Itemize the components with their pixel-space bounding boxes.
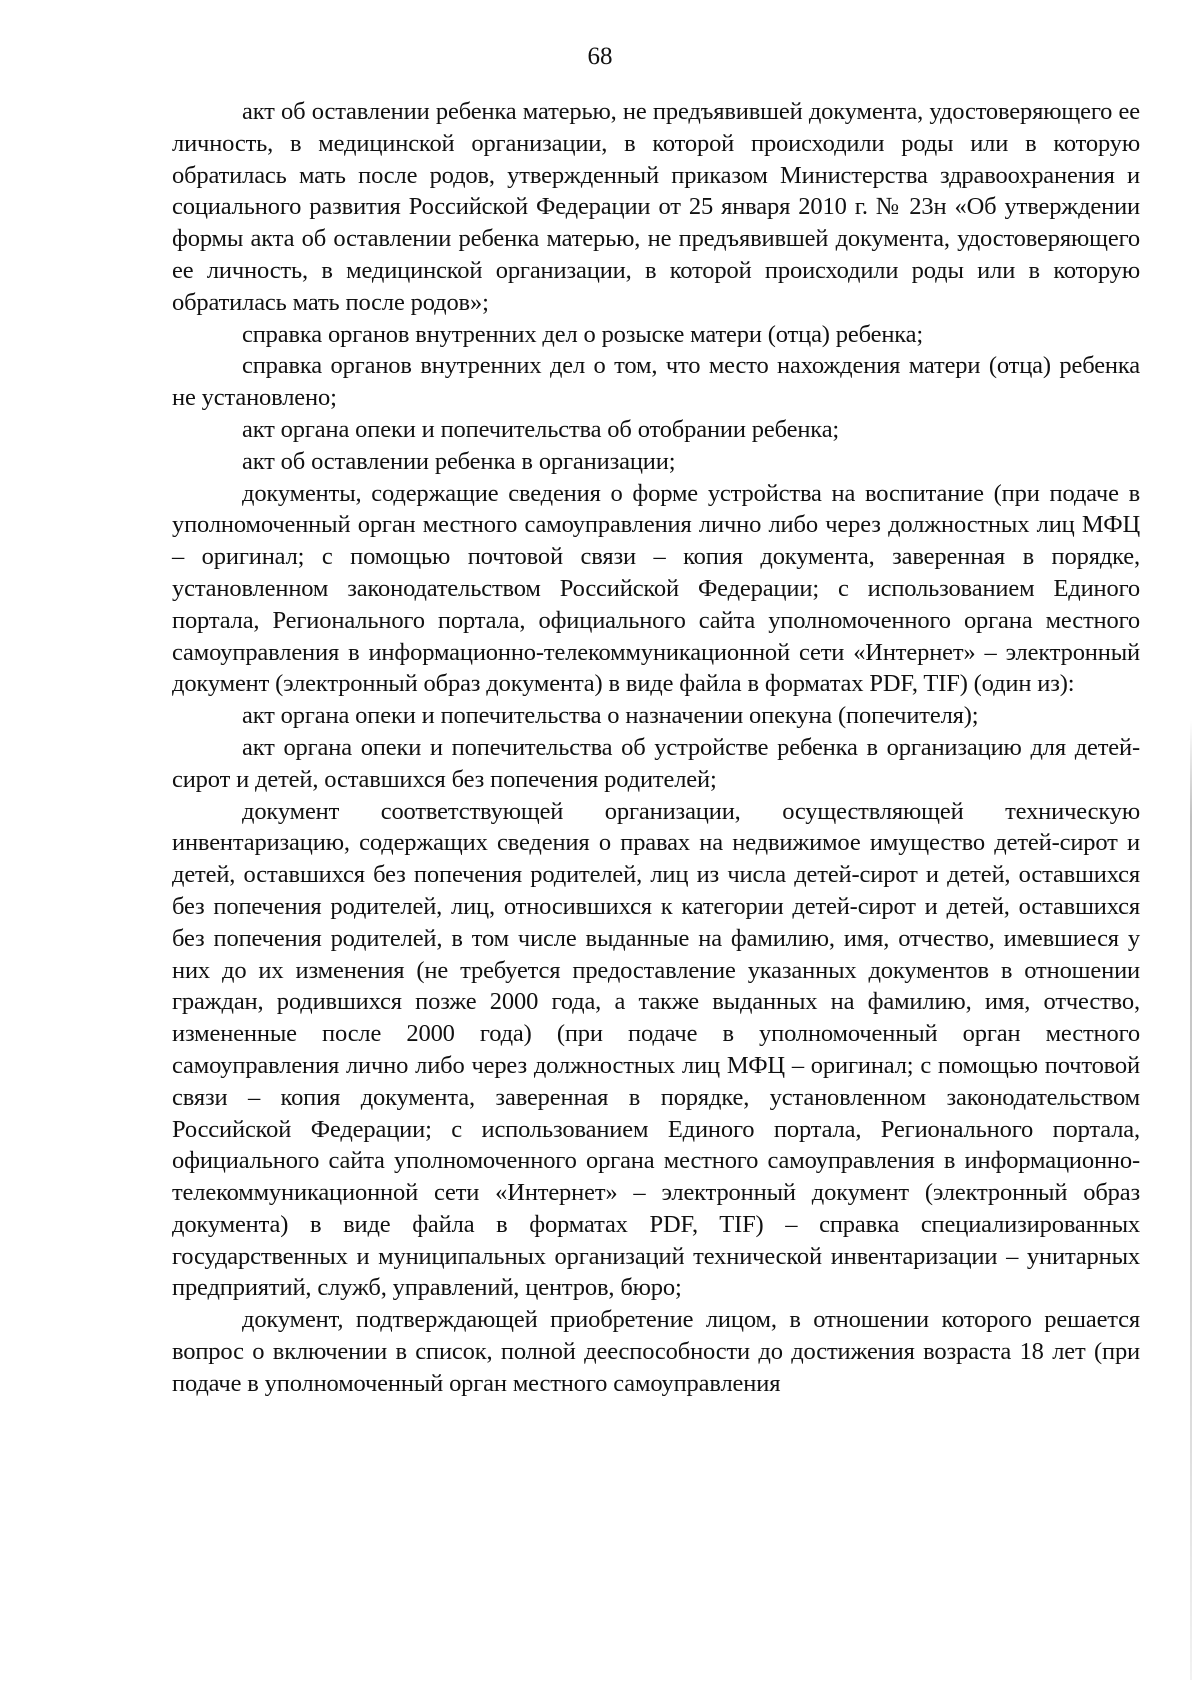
paragraph-police-search-certificate: справка органов внутренних дел о розыске матери (отца) ребенка; xyxy=(242,320,924,348)
paragraph-guardianship-removal-act: акт органа опеки и попечительства об отобрании ребенка; xyxy=(242,415,840,443)
paragraph-organization-abandonment-act: акт об оставлении ребенка в организации; xyxy=(242,447,676,475)
page-number: 68 xyxy=(587,43,613,70)
paragraph-orphan-placement-act: акт органа опеки и попечительства об устройстве ребенка в организацию для детей-сирот и детей, оставшихся без попечения родителей; xyxy=(172,733,1140,793)
paragraph-upbringing-form-documents: документы, содержащие сведения о форме устройства на воспитание (при подаче в уполномоченный орган местного самоуправления лично либо через должностных лиц МФЦ – оригинал; с помощью почтовой связи – копия документа, заверенная в порядке, установленном законодательством Российской Федерации; с использованием Единого портала, Регионального портала, официального сайта уполномоченного органа местного самоуправления в информационно-телекоммуникационной сети «Интернет» – электронный документ (электронный образ документа) в виде файла в форматах PDF, TIF) (один из): xyxy=(172,479,1140,698)
paragraph-birth-abandonment-act: акт об оставлении ребенка матерью, не предъявившей документа, удостоверяющего ее личность, в медицинской организации, в которой происходили роды или в которую обратилась мать после родов, утвержденный приказом Министерства здравоохранения и социального развития Российской Федерации от 25 января 2010 г. № 23н «Об утверждении формы акта об оставлении ребенка матерью, не предъявившей документа, удостоверяющего ее личность, в медицинской организации, в которой происходили роды или в которую обратилась мать после родов»; xyxy=(172,98,1140,316)
paragraph-full-capacity-document: документ, подтверждающей приобретение лицом, в отношении которого решается вопрос о включении в список, полной дееспособности до достижения возраста 18 лет (при подаче в уполномоченный орган местного самоуправления xyxy=(172,1306,1140,1397)
scan-edge-line xyxy=(1190,720,1192,1680)
page-body xyxy=(172,96,1140,1400)
paragraph-technical-inventory-document: документ соответствующей организации, осуществляющей техническую инвентаризацию, содержащих сведения о правах на недвижимое имущество детей-сирот и детей, оставшихся без попечения родителей, лиц из числа детей-сирот и детей, оставшихся без попечения родителей, лиц, относившихся к категории детей-сирот и детей, оставшихся без попечения родителей, в том числе выданные на фамилию, имя, отчество, имевшиеся у них до их изменения (не требуется предоставление указанных документов в отношении граждан, родившихся позже 2000 года, а также выданных на фамилию, имя, отчество, измененные после 2000 года) (при подаче в уполномоченный орган местного самоуправления лично либо через должностных лиц МФЦ – оригинал; с помощью почтовой связи – копия документа, заверенная в порядке, установленном законодательством Российской Федерации; с использованием Единого портала, Регионального портала, официального сайта уполномоченного органа местного самоуправления в информационно-телекоммуникационной сети «Интернет» – электронный документ (электронный образ документа) в виде файла в форматах PDF, TIF) – справка специализированных государственных и муниципальных организаций технической инвентаризации – унитарных предприятий, служб, управлений, центров, бюро; xyxy=(172,797,1140,1302)
paragraph-police-location-certificate: справка органов внутренних дел о том, что место нахождения матери (отца) ребенка не установлено; xyxy=(172,352,1140,412)
paragraph-guardian-appointment-act: акт органа опеки и попечительства о назначении опекуна (попечителя); xyxy=(242,702,979,730)
